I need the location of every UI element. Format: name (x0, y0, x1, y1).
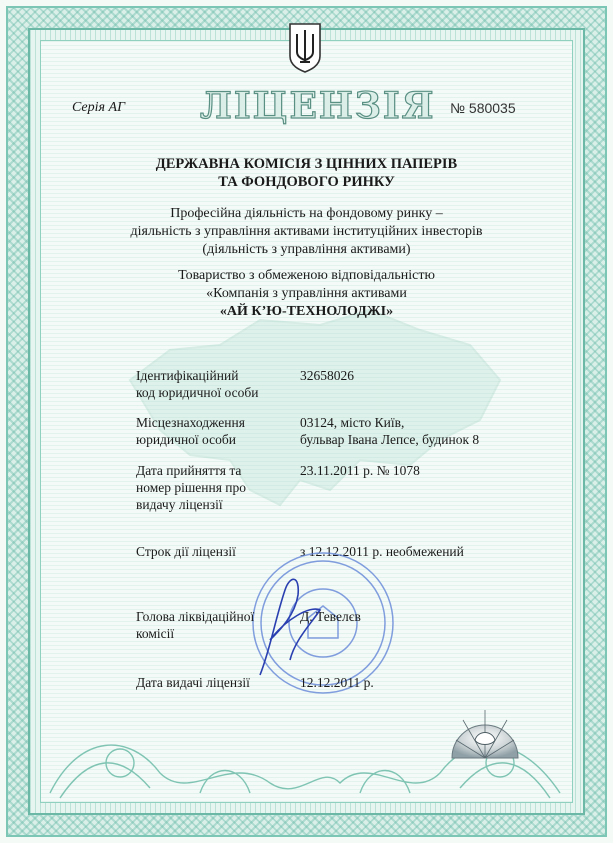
series-label: Серія АГ (72, 100, 126, 115)
location-value (300, 414, 560, 448)
value-line: бульвар Івана Лепсе, будинок 8 (300, 432, 480, 447)
handwritten-signature (240, 570, 330, 680)
activity-line: діяльність з управління активами інституційних інвесторів (130, 224, 483, 239)
issue-date-label: Дата видачі ліцензії (136, 675, 250, 690)
coat-of-arms-trident-icon (286, 22, 324, 74)
issuer-line: ТА ФОНДОВОГО РИНКУ (218, 174, 395, 190)
issuer-block (60, 155, 553, 191)
label-line: номер рішення про (136, 480, 247, 495)
hologram-seal (448, 690, 522, 760)
value-line: 03124, місто Київ, (300, 415, 405, 430)
label-line: Ідентифікаційний (136, 368, 239, 383)
issue-date-value: 12.12.2011 р. (300, 675, 374, 690)
label-line: видачу ліцензії (136, 497, 223, 512)
location-label (136, 414, 286, 448)
activity-line: (діяльність з управління активами) (202, 242, 411, 257)
decision-value: 23.11.2011 р. № 1078 (300, 463, 420, 478)
decision-label (136, 462, 286, 513)
issuer-line: ДЕРЖАВНА КОМІСІЯ З ЦІННИХ ПАПЕРІВ (155, 156, 458, 172)
label-line: Голова ліквідаційної (136, 609, 255, 624)
label-line: код юридичної особи (136, 385, 259, 400)
company-line: Товариство з обмеженою відповідальністю (178, 268, 435, 283)
label-line: юридичної особи (136, 432, 236, 447)
company-name: «АЙ К’Ю-ТЕХНОЛОДЖІ» (219, 304, 394, 319)
label-line: Місцезнаходження (136, 415, 245, 430)
id-code-value: 32658026 (300, 368, 354, 383)
company-line: «Компанія з управління активами (206, 286, 407, 301)
licence-number: № 580035 (450, 100, 516, 116)
document-title: ЛІЦЕНЗІЯ (200, 85, 436, 127)
activity-line: Професійна діяльність на фондовому ринку – (170, 206, 443, 221)
activity-block (60, 205, 553, 259)
label-line: Дата прийняття та (136, 463, 242, 478)
head-value: Д. Тевелєв (300, 609, 361, 624)
term-label: Строк дії ліцензії (136, 544, 236, 559)
id-code-label (136, 367, 286, 401)
label-line: комісії (136, 626, 175, 641)
company-block (60, 267, 553, 321)
term-value: з 12.12.2011 р. необмежений (300, 544, 464, 559)
